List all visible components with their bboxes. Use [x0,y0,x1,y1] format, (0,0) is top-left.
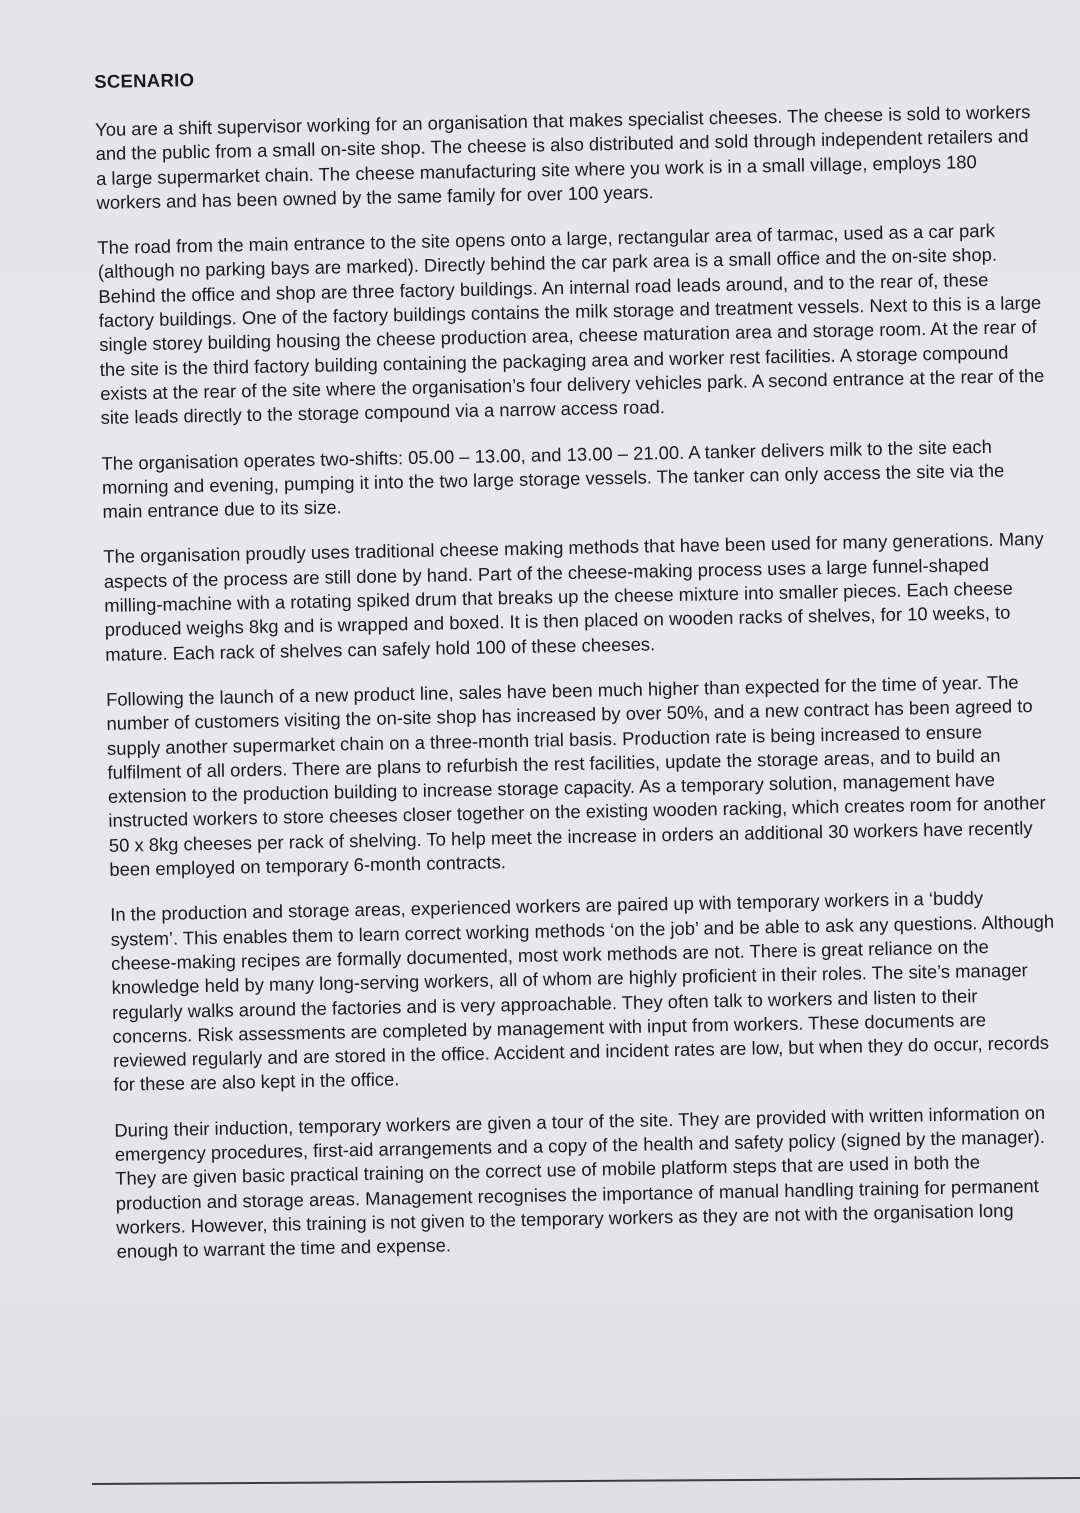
paragraph-increased-demand: Following the launch of a new product line, sales have been much higher than expected for the time of year. The number of customers visiting the on-site shop has increased by over 50%, and a new contract has been agreed to supply another supermarket chain on a three-month trial basis. Production rate is being increased to ensure fulfilment of all orders. There are plans to refurbish the rest facilities, update the storage areas, and to build an extension to the production building to increase storage capacity. As a temporary solution, management have instructed workers to store cheeses closer together on the existing wooden racking, which creates room for another 50 x 8kg cheeses per rack of shelving. To help meet the increase in orders an additional 30 workers have recently been employed on temporary 6-month contracts. [105,671,1046,880]
paragraph-shifts-and-tanker: The organisation operates two-shifts: 05.00 – 13.00, and 13.00 – 21.00. A tanker delivers milk to the site each morning and evening, pumping it into the two large storage vessels. The tanker can only access the site via the main entrance due to its size. [101,435,1005,523]
paragraph-cheese-making-process: The organisation proudly uses traditional cheese making methods that have been used for many generations. Many aspects of the process are still done by hand. Part of the cheese-making process uses a large funnel-shaped milling-machine with a rotating spiked drum that breaks up the cheese mixture into smaller pieces. Each cheese produced weighs 8kg and is wrapped and boxed. It is then placed on wooden racks of shelves, for 10 weeks, to mature. Each rack of shelves can safely hold 100 of these cheeses. [103,528,1044,665]
paragraph-site-layout: The road from the main entrance to the site opens onto a large, rectangular area of tarmac, used as a car park (although no parking bays are marked). Directly behind the car park area is a small office and the on-site shop. Behind the office and shop are three factory buildings. An internal road leads around, and to the rear of, these factory buildings. One of the factory buildings contains the milk storage and treatment vessels. Next to this is a large single storey building housing the cheese production area, cheese maturation area and storage room. At the rear of the site is the third factory building containing the packaging area and worker rest facilities. A storage compound exists at the rear of the site where the organisation’s four delivery vehicles park. A second entrance at the rear of the site leads directly to the storage compound via a narrow access road. [97,219,1045,429]
paragraph-buddy-system: In the production and storage areas, experienced workers are paired up with temporary workers in a ‘buddy system’. This enables them to learn correct working methods ‘on the job’ and be able to ask any questions. Although cheese-making recipes are formally documented, most work methods are not. There is great reliance on the knowledge held by many long-serving workers, all of whom are highly proficient in their roles. The site’s manager regularly walks around the factories and is very approachable. They often talk to workers and listen to their concerns. Risk assessments are completed by management with input from workers. These documents are reviewed regularly and are stored in the office. Accident and incident rates are low, but when they do occur, records for these are also kept in the office. [110,887,1055,1096]
scenario-heading: SCENARIO [94,69,195,92]
scenario-text-block [94,52,1062,1285]
bottom-divider-line [92,1477,1080,1485]
paragraph-induction-training: During their induction, temporary workers are given a tour of the site. They are provided with written information on emergency procedures, first-aid arrangements and a copy of the health and safety policy (signed by the manager). They are given basic practical training on the correct use of mobile platform steps that are used in both the production and storage areas. Management recognises the importance of manual handling training for permanent workers. However, this training is not given to the temporary workers as they are not with the organisation long enough to warrant the time and expense. [114,1101,1046,1262]
paragraph-organisation-overview: You are a shift supervisor working for an organisation that makes specialist cheeses. The cheese is sold to workers and the public from a small on-site shop. The cheese is also distributed and sold through independent retailers and a large supermarket chain. The cheese manufacturing site where you work is in a small village, employs 180 workers and has been owned by the same family for over 100 years. [94,101,1031,213]
